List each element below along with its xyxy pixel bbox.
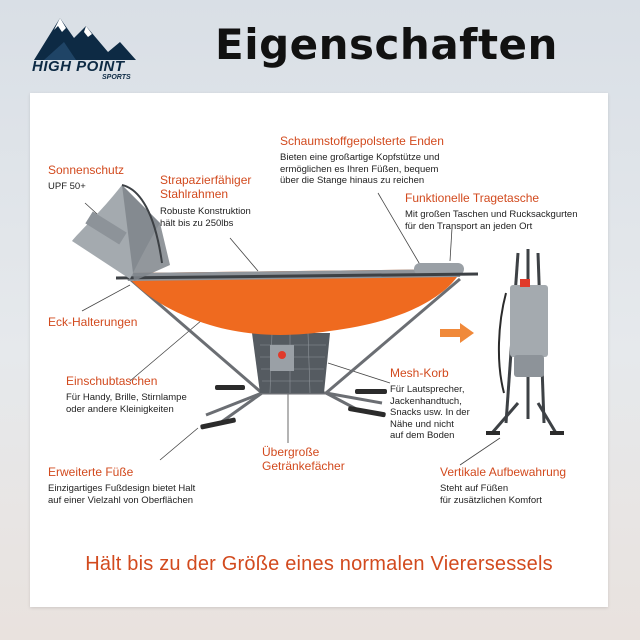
feature-stahlrahmen-text: Robuste Konstruktion hält bis zu 250lbs <box>160 206 251 229</box>
feature-einschubtaschen-title: Einschubtaschen <box>66 374 158 388</box>
logo-name: HIGH POINT <box>32 58 125 75</box>
logo-sub: SPORTS <box>102 74 131 81</box>
page-title: Eigenschaften <box>215 20 558 69</box>
feature-meshkorb-title: Mesh-Korb <box>390 366 449 380</box>
feature-tragetasche-text: Mit großen Taschen und Rucksackgurten für den Transport an jeden Ort <box>405 209 578 232</box>
capacity-tagline: Hält bis zu der Größe eines normalen Vierersessels <box>85 553 553 575</box>
arrow-icon <box>440 323 474 343</box>
folded-hammock-shape <box>486 249 564 435</box>
feature-einschubtaschen-text: Für Handy, Brille, Stirnlampe oder andere Kleinigkeiten <box>66 392 187 415</box>
sun-canopy-shape <box>72 185 170 281</box>
feature-eckhalterungen-title: Eck-Halterungen <box>48 315 138 329</box>
feature-getraenke-title: Übergroße Getränkefächer <box>262 445 345 473</box>
feature-aufbewahrung-text: Steht auf Füßen für zusätzlichen Komfort <box>440 483 542 506</box>
feature-stahlrahmen-title: Strapazierfähiger Stahlrahmen <box>160 173 252 201</box>
feature-schaumstoff-title: Schaumstoffgepolsterte Enden <box>280 134 444 148</box>
feature-sonnenschutz-title: Sonnenschutz <box>48 163 125 177</box>
feature-meshkorb-text: Für Lautsprecher, Jackenhandtuch, Snacks usw. In der Nähe und nicht auf dem Boden <box>390 384 470 441</box>
feature-schaumstoff-text: Bieten eine großartige Kopfstütze und ermöglichen es Ihren Füßen, bequem über die Stange hinaus zu reichen <box>280 152 440 186</box>
mesh-basket-shape <box>252 333 330 393</box>
feature-tragetasche-title: Funktionelle Tragetasche <box>405 191 540 205</box>
feature-fuesse-title: Erweiterte Füße <box>48 465 134 479</box>
feature-panel <box>30 93 608 607</box>
feature-fuesse-text: Einzigartiges Fußdesign bietet Halt auf einer Vielzahl von Oberflächen <box>48 483 196 506</box>
feature-sonnenschutz-text: UPF 50+ <box>48 181 86 192</box>
feature-aufbewahrung-title: Vertikale Aufbewahrung <box>440 465 567 479</box>
